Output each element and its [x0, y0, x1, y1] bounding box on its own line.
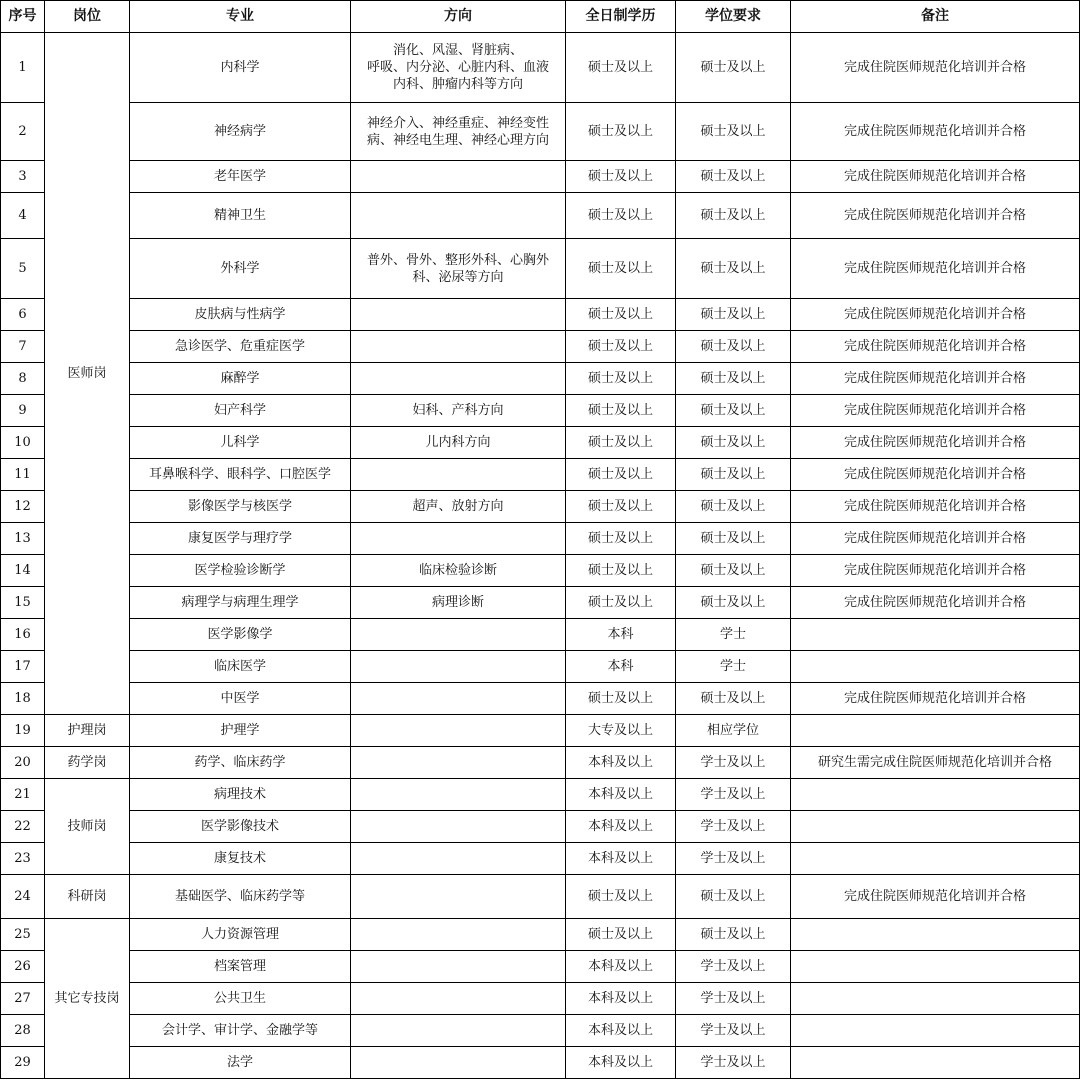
seq-cell: 6: [1, 299, 45, 331]
remark-cell: [791, 811, 1080, 843]
education-cell: 本科及以上: [566, 779, 676, 811]
direction-cell: [351, 715, 566, 747]
remark-cell: [791, 651, 1080, 683]
header-direction: 方向: [351, 1, 566, 33]
remark-cell: 完成住院医师规范化培训并合格: [791, 491, 1080, 523]
remark-cell: 完成住院医师规范化培训并合格: [791, 587, 1080, 619]
education-cell: 硕士及以上: [566, 395, 676, 427]
remark-cell: 完成住院医师规范化培训并合格: [791, 363, 1080, 395]
header-seq: 序号: [1, 1, 45, 33]
major-cell: 病理学与病理生理学: [130, 587, 351, 619]
degree-cell: 学士及以上: [676, 1047, 791, 1079]
table-row: [1, 103, 1080, 161]
header-degree: 学位要求: [676, 1, 791, 33]
education-cell: 硕士及以上: [566, 33, 676, 103]
direction-cell: [351, 299, 566, 331]
direction-cell: [351, 161, 566, 193]
seq-cell: 27: [1, 983, 45, 1015]
degree-cell: 硕士及以上: [676, 555, 791, 587]
degree-cell: 硕士及以上: [676, 427, 791, 459]
major-cell: 妇产科学: [130, 395, 351, 427]
table-row: [1, 523, 1080, 555]
table-row: [1, 161, 1080, 193]
major-cell: 药学、临床药学: [130, 747, 351, 779]
degree-cell: 学士及以上: [676, 811, 791, 843]
table-row: [1, 715, 1080, 747]
education-cell: 本科及以上: [566, 843, 676, 875]
remark-cell: 完成住院医师规范化培训并合格: [791, 395, 1080, 427]
degree-cell: 学士: [676, 619, 791, 651]
direction-cell: [351, 363, 566, 395]
seq-cell: 16: [1, 619, 45, 651]
direction-cell: [351, 459, 566, 491]
education-cell: 硕士及以上: [566, 875, 676, 919]
major-cell: 老年医学: [130, 161, 351, 193]
major-cell: 影像医学与核医学: [130, 491, 351, 523]
seq-cell: 7: [1, 331, 45, 363]
table-row: [1, 555, 1080, 587]
major-cell: 临床医学: [130, 651, 351, 683]
remark-cell: [791, 715, 1080, 747]
remark-cell: [791, 951, 1080, 983]
table-row: [1, 811, 1080, 843]
table-row: [1, 619, 1080, 651]
table-row: [1, 651, 1080, 683]
seq-cell: 8: [1, 363, 45, 395]
degree-cell: 硕士及以上: [676, 523, 791, 555]
seq-cell: 9: [1, 395, 45, 427]
remark-cell: [791, 1047, 1080, 1079]
degree-cell: 学士及以上: [676, 983, 791, 1015]
seq-cell: 22: [1, 811, 45, 843]
major-cell: 儿科学: [130, 427, 351, 459]
degree-cell: 学士及以上: [676, 951, 791, 983]
major-cell: 耳鼻喉科学、眼科学、口腔医学: [130, 459, 351, 491]
seq-cell: 25: [1, 919, 45, 951]
table-row: [1, 491, 1080, 523]
education-cell: 硕士及以上: [566, 587, 676, 619]
education-cell: 本科及以上: [566, 983, 676, 1015]
direction-cell: [351, 523, 566, 555]
education-cell: 本科: [566, 651, 676, 683]
direction-cell: 妇科、产科方向: [351, 395, 566, 427]
major-cell: 档案管理: [130, 951, 351, 983]
table-row: [1, 919, 1080, 951]
major-cell: 公共卫生: [130, 983, 351, 1015]
education-cell: 硕士及以上: [566, 919, 676, 951]
remark-cell: [791, 779, 1080, 811]
table-row: [1, 587, 1080, 619]
remark-cell: 完成住院医师规范化培训并合格: [791, 103, 1080, 161]
seq-cell: 15: [1, 587, 45, 619]
major-cell: 急诊医学、危重症医学: [130, 331, 351, 363]
seq-cell: 5: [1, 239, 45, 299]
header-major: 专业: [130, 1, 351, 33]
remark-cell: 完成住院医师规范化培训并合格: [791, 683, 1080, 715]
direction-cell: [351, 919, 566, 951]
seq-cell: 24: [1, 875, 45, 919]
major-cell: 康复医学与理疗学: [130, 523, 351, 555]
seq-cell: 2: [1, 103, 45, 161]
direction-cell: [351, 779, 566, 811]
major-cell: 内科学: [130, 33, 351, 103]
major-cell: 人力资源管理: [130, 919, 351, 951]
direction-cell: 消化、风湿、肾脏病、 呼吸、内分泌、心脏内科、血液 内科、肿瘤内科等方向: [351, 33, 566, 103]
seq-cell: 3: [1, 161, 45, 193]
major-cell: 医学检验诊断学: [130, 555, 351, 587]
remark-cell: 研究生需完成住院医师规范化培训并合格: [791, 747, 1080, 779]
remark-cell: 完成住院医师规范化培训并合格: [791, 239, 1080, 299]
seq-cell: 11: [1, 459, 45, 491]
remark-cell: 完成住院医师规范化培训并合格: [791, 523, 1080, 555]
remark-cell: [791, 1015, 1080, 1047]
degree-cell: 硕士及以上: [676, 363, 791, 395]
seq-cell: 20: [1, 747, 45, 779]
degree-cell: 学士及以上: [676, 1015, 791, 1047]
seq-cell: 18: [1, 683, 45, 715]
education-cell: 硕士及以上: [566, 459, 676, 491]
direction-cell: 临床检验诊断: [351, 555, 566, 587]
education-cell: 本科: [566, 619, 676, 651]
degree-cell: 硕士及以上: [676, 33, 791, 103]
major-cell: 神经病学: [130, 103, 351, 161]
table-row: [1, 747, 1080, 779]
seq-cell: 13: [1, 523, 45, 555]
remark-cell: [791, 919, 1080, 951]
major-cell: 病理技术: [130, 779, 351, 811]
seq-cell: 4: [1, 193, 45, 239]
table-row: [1, 983, 1080, 1015]
remark-cell: 完成住院医师规范化培训并合格: [791, 875, 1080, 919]
education-cell: 硕士及以上: [566, 683, 676, 715]
direction-cell: [351, 875, 566, 919]
major-cell: 医学影像学: [130, 619, 351, 651]
table-row: [1, 395, 1080, 427]
degree-cell: 硕士及以上: [676, 587, 791, 619]
table-row: [1, 331, 1080, 363]
table-row: [1, 1047, 1080, 1079]
education-cell: 硕士及以上: [566, 555, 676, 587]
degree-cell: 硕士及以上: [676, 103, 791, 161]
seq-cell: 28: [1, 1015, 45, 1047]
remark-cell: 完成住院医师规范化培训并合格: [791, 33, 1080, 103]
table-row: [1, 299, 1080, 331]
position-cell: 护理岗: [45, 715, 130, 747]
degree-cell: 硕士及以上: [676, 239, 791, 299]
education-cell: 本科及以上: [566, 811, 676, 843]
degree-cell: 硕士及以上: [676, 193, 791, 239]
education-cell: 硕士及以上: [566, 523, 676, 555]
major-cell: 中医学: [130, 683, 351, 715]
direction-cell: 超声、放射方向: [351, 491, 566, 523]
header-remark: 备注: [791, 1, 1080, 33]
major-cell: 护理学: [130, 715, 351, 747]
degree-cell: 硕士及以上: [676, 299, 791, 331]
remark-cell: 完成住院医师规范化培训并合格: [791, 459, 1080, 491]
table-row: [1, 427, 1080, 459]
major-cell: 外科学: [130, 239, 351, 299]
direction-cell: [351, 843, 566, 875]
degree-cell: 硕士及以上: [676, 459, 791, 491]
direction-cell: [351, 811, 566, 843]
seq-cell: 10: [1, 427, 45, 459]
table-row: [1, 779, 1080, 811]
degree-cell: 学士及以上: [676, 779, 791, 811]
major-cell: 医学影像技术: [130, 811, 351, 843]
position-cell: 其它专技岗: [45, 919, 130, 1079]
position-cell: 医师岗: [45, 33, 130, 715]
seq-cell: 21: [1, 779, 45, 811]
table-row: [1, 239, 1080, 299]
major-cell: 麻醉学: [130, 363, 351, 395]
table-row: [1, 363, 1080, 395]
direction-cell: [351, 951, 566, 983]
degree-cell: 学士: [676, 651, 791, 683]
education-cell: 硕士及以上: [566, 427, 676, 459]
remark-cell: [791, 843, 1080, 875]
header-education: 全日制学历: [566, 1, 676, 33]
education-cell: 硕士及以上: [566, 161, 676, 193]
education-cell: 硕士及以上: [566, 193, 676, 239]
table-row: [1, 843, 1080, 875]
direction-cell: [351, 983, 566, 1015]
seq-cell: 26: [1, 951, 45, 983]
degree-cell: 相应学位: [676, 715, 791, 747]
degree-cell: 硕士及以上: [676, 395, 791, 427]
table-row: [1, 683, 1080, 715]
position-cell: 科研岗: [45, 875, 130, 919]
degree-cell: 学士及以上: [676, 843, 791, 875]
degree-cell: 硕士及以上: [676, 875, 791, 919]
header-position: 岗位: [45, 1, 130, 33]
seq-cell: 17: [1, 651, 45, 683]
header-row: [1, 1, 1080, 33]
direction-cell: [351, 683, 566, 715]
direction-cell: 普外、骨外、整形外科、心胸外 科、泌尿等方向: [351, 239, 566, 299]
education-cell: 本科及以上: [566, 1047, 676, 1079]
direction-cell: [351, 1015, 566, 1047]
education-cell: 大专及以上: [566, 715, 676, 747]
education-cell: 本科及以上: [566, 951, 676, 983]
seq-cell: 19: [1, 715, 45, 747]
table-row: [1, 459, 1080, 491]
major-cell: 基础医学、临床药学等: [130, 875, 351, 919]
degree-cell: 硕士及以上: [676, 919, 791, 951]
major-cell: 皮肤病与性病学: [130, 299, 351, 331]
direction-cell: [351, 651, 566, 683]
major-cell: 康复技术: [130, 843, 351, 875]
remark-cell: [791, 983, 1080, 1015]
table-row: [1, 875, 1080, 919]
direction-cell: [351, 619, 566, 651]
education-cell: 硕士及以上: [566, 491, 676, 523]
degree-cell: 硕士及以上: [676, 331, 791, 363]
direction-cell: 神经介入、神经重症、神经变性 病、神经电生理、神经心理方向: [351, 103, 566, 161]
remark-cell: 完成住院医师规范化培训并合格: [791, 193, 1080, 239]
degree-cell: 硕士及以上: [676, 491, 791, 523]
direction-cell: 儿内科方向: [351, 427, 566, 459]
education-cell: 硕士及以上: [566, 299, 676, 331]
remark-cell: 完成住院医师规范化培训并合格: [791, 427, 1080, 459]
seq-cell: 1: [1, 33, 45, 103]
seq-cell: 23: [1, 843, 45, 875]
remark-cell: [791, 619, 1080, 651]
table-row: [1, 951, 1080, 983]
direction-cell: [351, 331, 566, 363]
position-cell: 技师岗: [45, 779, 130, 875]
remark-cell: 完成住院医师规范化培训并合格: [791, 331, 1080, 363]
remark-cell: 完成住院医师规范化培训并合格: [791, 555, 1080, 587]
table-row: [1, 193, 1080, 239]
degree-cell: 学士及以上: [676, 747, 791, 779]
education-cell: 本科及以上: [566, 1015, 676, 1047]
remark-cell: 完成住院医师规范化培训并合格: [791, 299, 1080, 331]
education-cell: 硕士及以上: [566, 363, 676, 395]
seq-cell: 14: [1, 555, 45, 587]
seq-cell: 29: [1, 1047, 45, 1079]
education-cell: 硕士及以上: [566, 103, 676, 161]
direction-cell: 病理诊断: [351, 587, 566, 619]
direction-cell: [351, 1047, 566, 1079]
major-cell: 精神卫生: [130, 193, 351, 239]
table-body: [1, 33, 1080, 1079]
direction-cell: [351, 747, 566, 779]
education-cell: 本科及以上: [566, 747, 676, 779]
table-row: [1, 33, 1080, 103]
education-cell: 硕士及以上: [566, 239, 676, 299]
major-cell: 会计学、审计学、金融学等: [130, 1015, 351, 1047]
major-cell: 法学: [130, 1047, 351, 1079]
degree-cell: 硕士及以上: [676, 683, 791, 715]
direction-cell: [351, 193, 566, 239]
seq-cell: 12: [1, 491, 45, 523]
table-row: [1, 1015, 1080, 1047]
degree-cell: 硕士及以上: [676, 161, 791, 193]
position-cell: 药学岗: [45, 747, 130, 779]
remark-cell: 完成住院医师规范化培训并合格: [791, 161, 1080, 193]
education-cell: 硕士及以上: [566, 331, 676, 363]
